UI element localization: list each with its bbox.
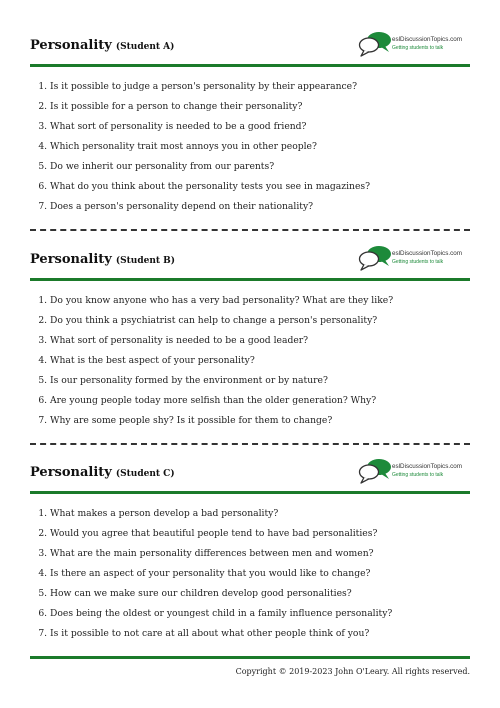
student-label: (Student C)	[115, 469, 175, 479]
speech-bubbles-icon	[358, 245, 392, 273]
question-item: 5. Do we inherit our personality from our parents?	[50, 157, 470, 177]
student-label: (Student A)	[115, 42, 175, 52]
question-item: 7. Why are some people shy? Is it possible for them to change?	[50, 411, 470, 431]
question-item: 6. What do you think about the personality tests you see in magazines?	[50, 177, 470, 197]
question-item: 3. What sort of personality is needed to be a good leader?	[50, 331, 470, 351]
question-list	[30, 504, 470, 644]
question-item: 7. Is it possible to not care at all about what other people think of you?	[50, 624, 470, 644]
section-student-c	[30, 461, 470, 644]
section-student-a	[30, 34, 470, 217]
logo-slogan: Getting students to talk	[392, 472, 444, 478]
question-item: 3. What are the main personality differences between men and women?	[50, 544, 470, 564]
question-item: 7. Does a person's personality depend on their nationality?	[50, 197, 470, 217]
question-item: 3. What sort of personality is needed to be a good friend?	[50, 117, 470, 137]
copyright-text: Copyright © 2019-2023 John O'Leary. All rights reserved.	[235, 667, 470, 676]
logo-site-text: eslDiscussionTopics.com	[392, 250, 462, 257]
site-logo	[358, 31, 470, 61]
logo-site-text: eslDiscussionTopics.com	[392, 463, 462, 470]
title-text: Personality	[30, 465, 112, 480]
question-item: 4. Which personality trait most annoys you in other people?	[50, 137, 470, 157]
speech-bubbles-icon	[358, 458, 392, 486]
question-item: 5. Is our personality formed by the environment or by nature?	[50, 371, 470, 391]
question-item: 5. How can we make sure our children develop good personalities?	[50, 584, 470, 604]
site-logo	[358, 245, 470, 275]
section-student-b	[30, 248, 470, 431]
logo-slogan: Getting students to talk	[392, 45, 444, 51]
question-list	[30, 291, 470, 431]
question-item: 1. Do you know anyone who has a very bad personality? What are they like?	[50, 291, 470, 311]
dashed-separator	[30, 443, 470, 445]
question-item: 1. Is it possible to judge a person's personality by their appearance?	[50, 77, 470, 97]
title-text: Personality	[30, 38, 112, 53]
footer-divider	[30, 656, 470, 659]
question-item: 2. Would you agree that beautiful people tend to have bad personalities?	[50, 524, 470, 544]
question-item: 2. Is it possible for a person to change their personality?	[50, 97, 470, 117]
section-header	[30, 34, 470, 64]
question-item: 4. What is the best aspect of your personality?	[50, 351, 470, 371]
title-text: Personality	[30, 252, 112, 267]
site-logo	[358, 458, 470, 488]
green-divider	[30, 64, 470, 67]
green-divider	[30, 278, 470, 281]
student-label: (Student B)	[115, 256, 176, 266]
section-title	[30, 465, 175, 480]
section-header	[30, 248, 470, 278]
green-divider	[30, 491, 470, 494]
question-item: 1. What makes a person develop a bad personality?	[50, 504, 470, 524]
section-header	[30, 461, 470, 491]
question-item: 6. Does being the oldest or youngest child in a family influence personality?	[50, 604, 470, 624]
speech-bubbles-icon	[358, 31, 392, 59]
section-title	[30, 252, 175, 267]
logo-slogan: Getting students to talk	[392, 259, 444, 265]
question-item: 6. Are young people today more selfish than the older generation? Why?	[50, 391, 470, 411]
section-title	[30, 38, 174, 53]
question-item: 4. Is there an aspect of your personality that you would like to change?	[50, 564, 470, 584]
question-item: 2. Do you think a psychiatrist can help to change a person's personality?	[50, 311, 470, 331]
question-list	[30, 77, 470, 217]
dashed-separator	[30, 229, 470, 231]
logo-site-text: eslDiscussionTopics.com	[392, 36, 462, 43]
